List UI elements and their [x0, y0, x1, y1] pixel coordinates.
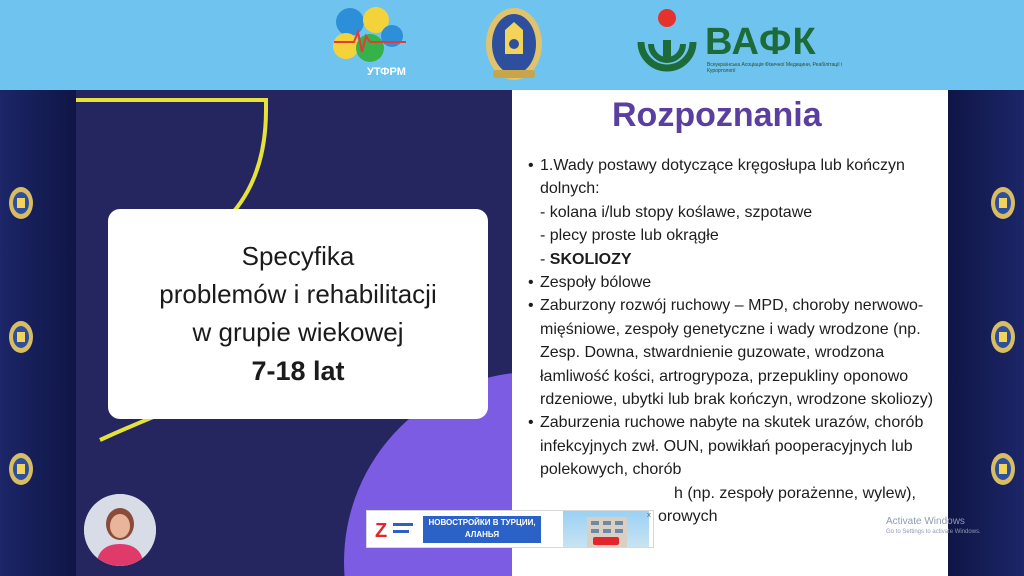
slide-right-panel: [512, 90, 948, 576]
utfrm-logo-text: УТФРМ: [367, 66, 406, 78]
presenter-avatar: [84, 494, 156, 566]
university-crest-icon: [483, 4, 545, 84]
header-bar: [0, 0, 1024, 90]
list-item: • 1.Wady postawy dotyczące kręgosłupa lub kończyn dolnych:: [528, 154, 940, 201]
ad-banner[interactable]: [366, 510, 654, 548]
age-range: 7-18 lat: [251, 356, 345, 386]
ad-logo-icon: [369, 513, 419, 545]
crest-icon: [990, 186, 1016, 220]
list-item: • Zaburzony rozwój ruchowy – MPD, choroby nerwowo-mięśniowe, zespoły genetyczne i wady wrodzone (np. Zesp. Downa, stwardnienie guzowate, wrodzona łamliwość kości, artrogrypoza, przepukliny oponowo rdzeniowe, ubytki lub brak kończyn, wrodzone skoliozy): [528, 294, 940, 411]
diagnosis-list: [528, 154, 940, 529]
ad-banner-text[interactable]: НОВОСТРОЙКИ В ТУРЦИИ, АЛАНЬЯ: [423, 516, 541, 543]
vafk-logo-icon: [633, 8, 703, 80]
list-item: • Zespoły bólowe: [528, 271, 940, 294]
watermark-line-2: Go to Settings to activate Windows.: [886, 529, 981, 535]
title-line-3: w grupie wiekowej: [192, 317, 404, 347]
sub-item: - plecy proste lub okrągłe: [540, 227, 719, 245]
activation-watermark: [886, 516, 981, 537]
crest-icon: [8, 452, 34, 486]
watermark-line-1: Activate Windows: [886, 516, 965, 527]
title-line-2: problemów i rehabilitacji: [159, 279, 437, 309]
slide-heading: Rozpoznania: [612, 96, 822, 134]
left-side-band: [0, 90, 76, 576]
right-side-band: [948, 90, 1024, 576]
ad-photo[interactable]: [563, 511, 649, 547]
crest-icon: [990, 452, 1016, 486]
presenter-webcam: [84, 494, 156, 566]
sub-item: - kolana i/lub stopy koślawe, szpotawe: [540, 203, 813, 221]
partial-line: orowych: [658, 508, 718, 526]
crest-icon: [8, 320, 34, 354]
close-icon[interactable]: x: [646, 511, 652, 519]
svg-text:Z: Z: [375, 520, 388, 542]
crest-icon: [990, 320, 1016, 354]
partial-line: h (np. zespoły porażenne, wylew),: [674, 484, 916, 502]
vafk-subtitle: Всеукраїнська Асоціація Фізичної Медицини, Реабілітації і Курортології: [707, 62, 843, 74]
vafk-title: ВАФК: [705, 21, 817, 63]
title-card: [108, 209, 488, 419]
list-item: • Zaburzenia ruchowe nabyte na skutek urazów, chorób infekcyjnych zwł. OUN, powikłań pooperacyjnych lub polekowych, chorób: [528, 411, 940, 481]
title-line-1: Specyfika: [241, 241, 355, 271]
building-image: [563, 511, 649, 547]
crest-icon: [8, 186, 34, 220]
sub-item-scoliosis: - SKOLIOZY: [540, 250, 632, 268]
